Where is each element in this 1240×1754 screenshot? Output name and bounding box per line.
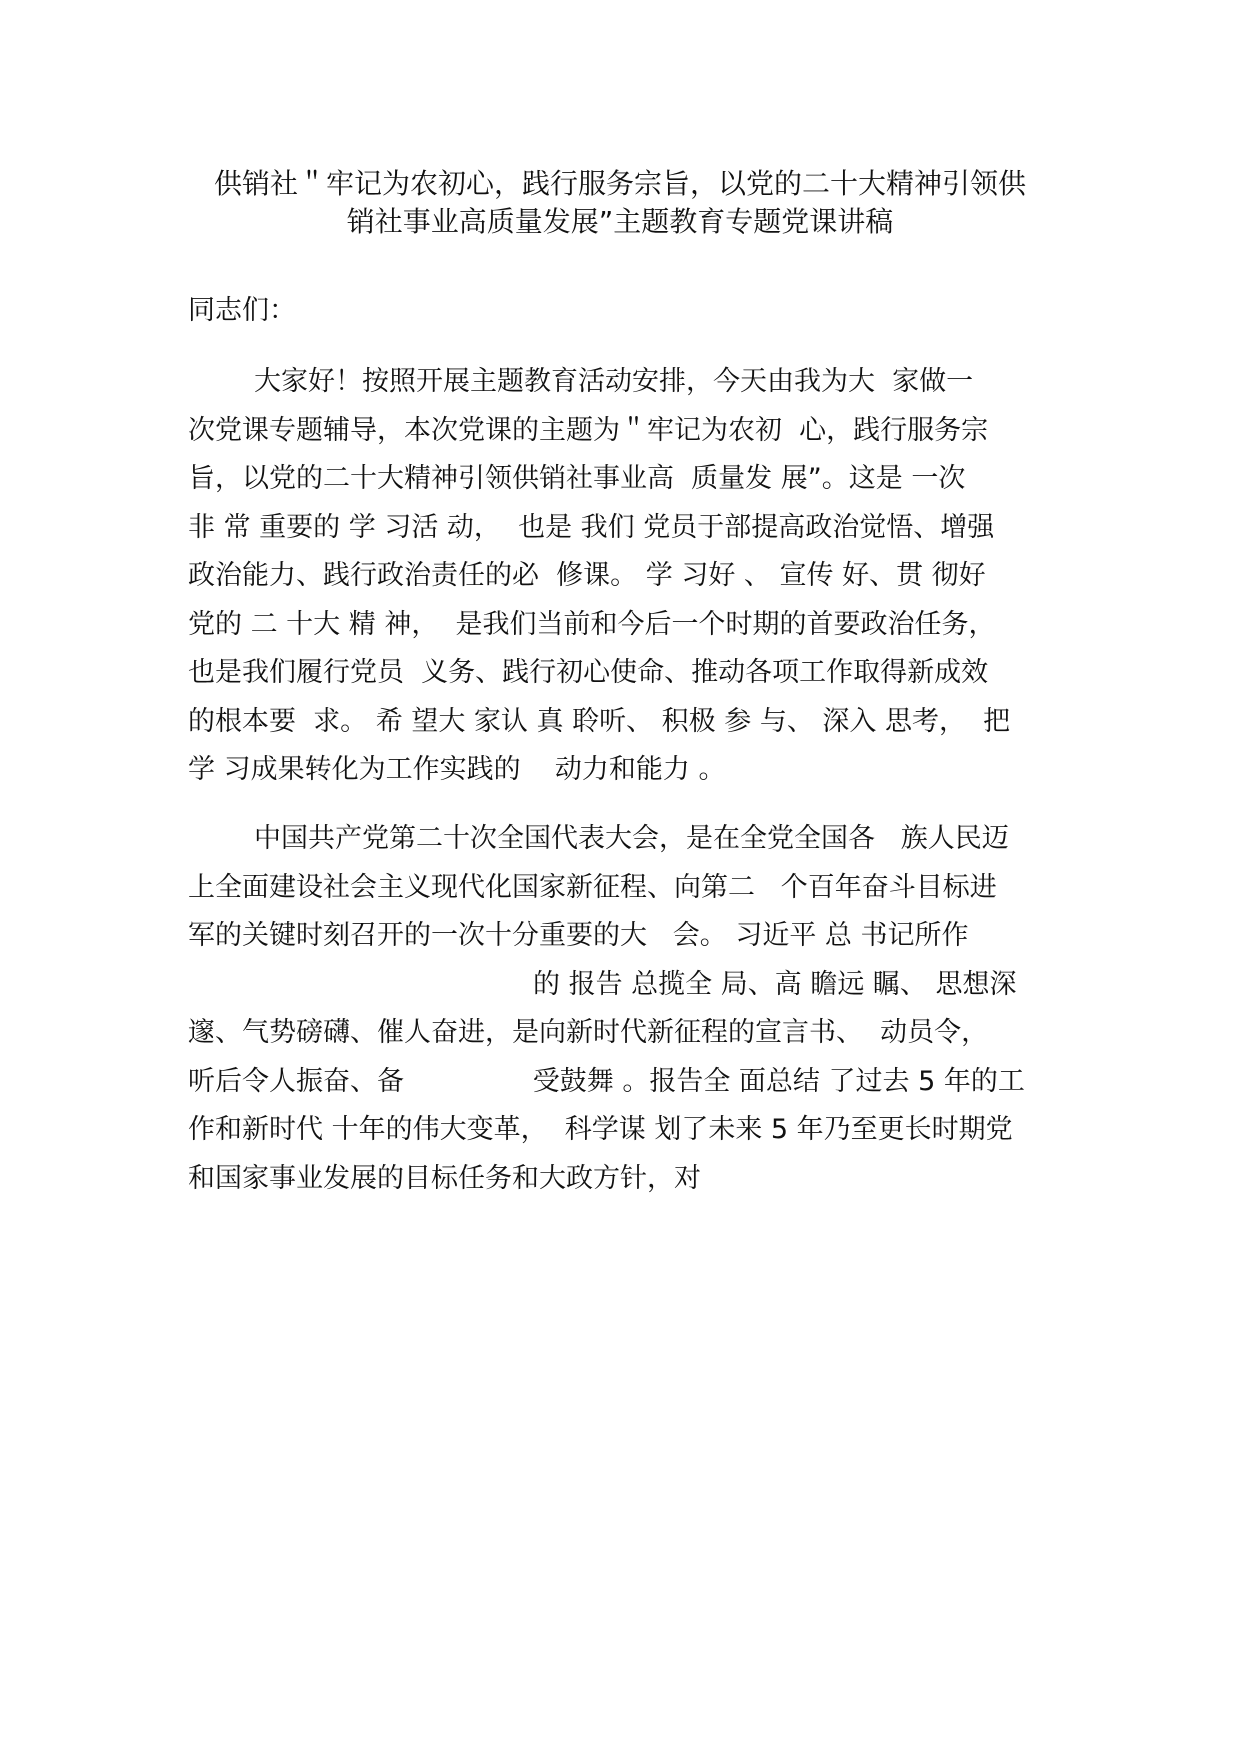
paragraph-line: 次党课专题辅导，本次党课的主题为＂牢记为农初 心，践行服务宗	[188, 414, 989, 446]
paragraph-line: 非 常 重要的 学 习活 动， 也是 我们 党员于部提高政治觉悟、增强	[188, 511, 995, 543]
title-line: 供销社＂牢记为农初心，践行服务宗旨，以党的二十大精神引领供	[213, 167, 1026, 200]
paragraph-line: 党的 二 十大 精 神， 是我们当前和今后一个时期的首要政治任务，	[188, 608, 996, 640]
paragraph-line: 和国家事业发展的目标任务和大政方针，对	[188, 1162, 701, 1194]
paragraph-line: 政治能力、践行政治责任的必 修课。 学 习好 、 宣传 好、贯 彻好	[188, 560, 986, 591]
document-title	[180, 165, 1060, 241]
paragraph-line: 听后令人振奋、备 受鼓舞 。报告全 面总结 了过去 5 年的工	[188, 1065, 1025, 1097]
paragraph-line: 邃、气势磅礴、催人奋进，是向新时代新征程的宣言书、 动员令，	[188, 1017, 989, 1048]
paragraph-line: 上全面建设社会主义现代化国家新征程、向第二 个百年奋斗目标进	[188, 871, 997, 903]
salutation: 同志们：	[188, 295, 296, 326]
paragraph-line: 旨，以党的二十大精神引领供销社事业高 质量发 展”。这是 一次	[188, 463, 966, 494]
paragraph-2	[188, 815, 1068, 1203]
paragraph-line: 中国共产党第二十次全国代表大会，是在全党全国各 族人民迈	[254, 823, 1009, 854]
title-line: 销社事业高质量发展”主题教育专题党课讲稿	[346, 205, 894, 238]
paragraph-1	[188, 358, 1068, 795]
paragraph-line: 学 习成果转化为工作实践的 动力和能力 。	[188, 754, 726, 785]
paragraph-line: 的 报告 总揽全 局、高 瞻远 瞩、 思想深	[533, 968, 1017, 1000]
paragraph-line: 军的关键时刻召开的一次十分重要的大 会。 习近平 总 书记所作	[188, 920, 969, 951]
paragraph-line: 大家好！按照开展主题教育活动安排，今天由我为大 家做一	[254, 366, 974, 397]
paragraph-line: 的根本要 求。 希 望大 家认 真 聆听、 积极 参 与、 深入 思考， 把	[188, 705, 1011, 737]
paragraph-line: 作和新时代 十年的伟大变革， 科学谋 划了未来 5 年乃至更长时期党	[188, 1114, 1013, 1145]
paragraph-line: 也是我们履行党员 义务、践行初心使命、推动各项工作取得新成效	[188, 657, 989, 688]
